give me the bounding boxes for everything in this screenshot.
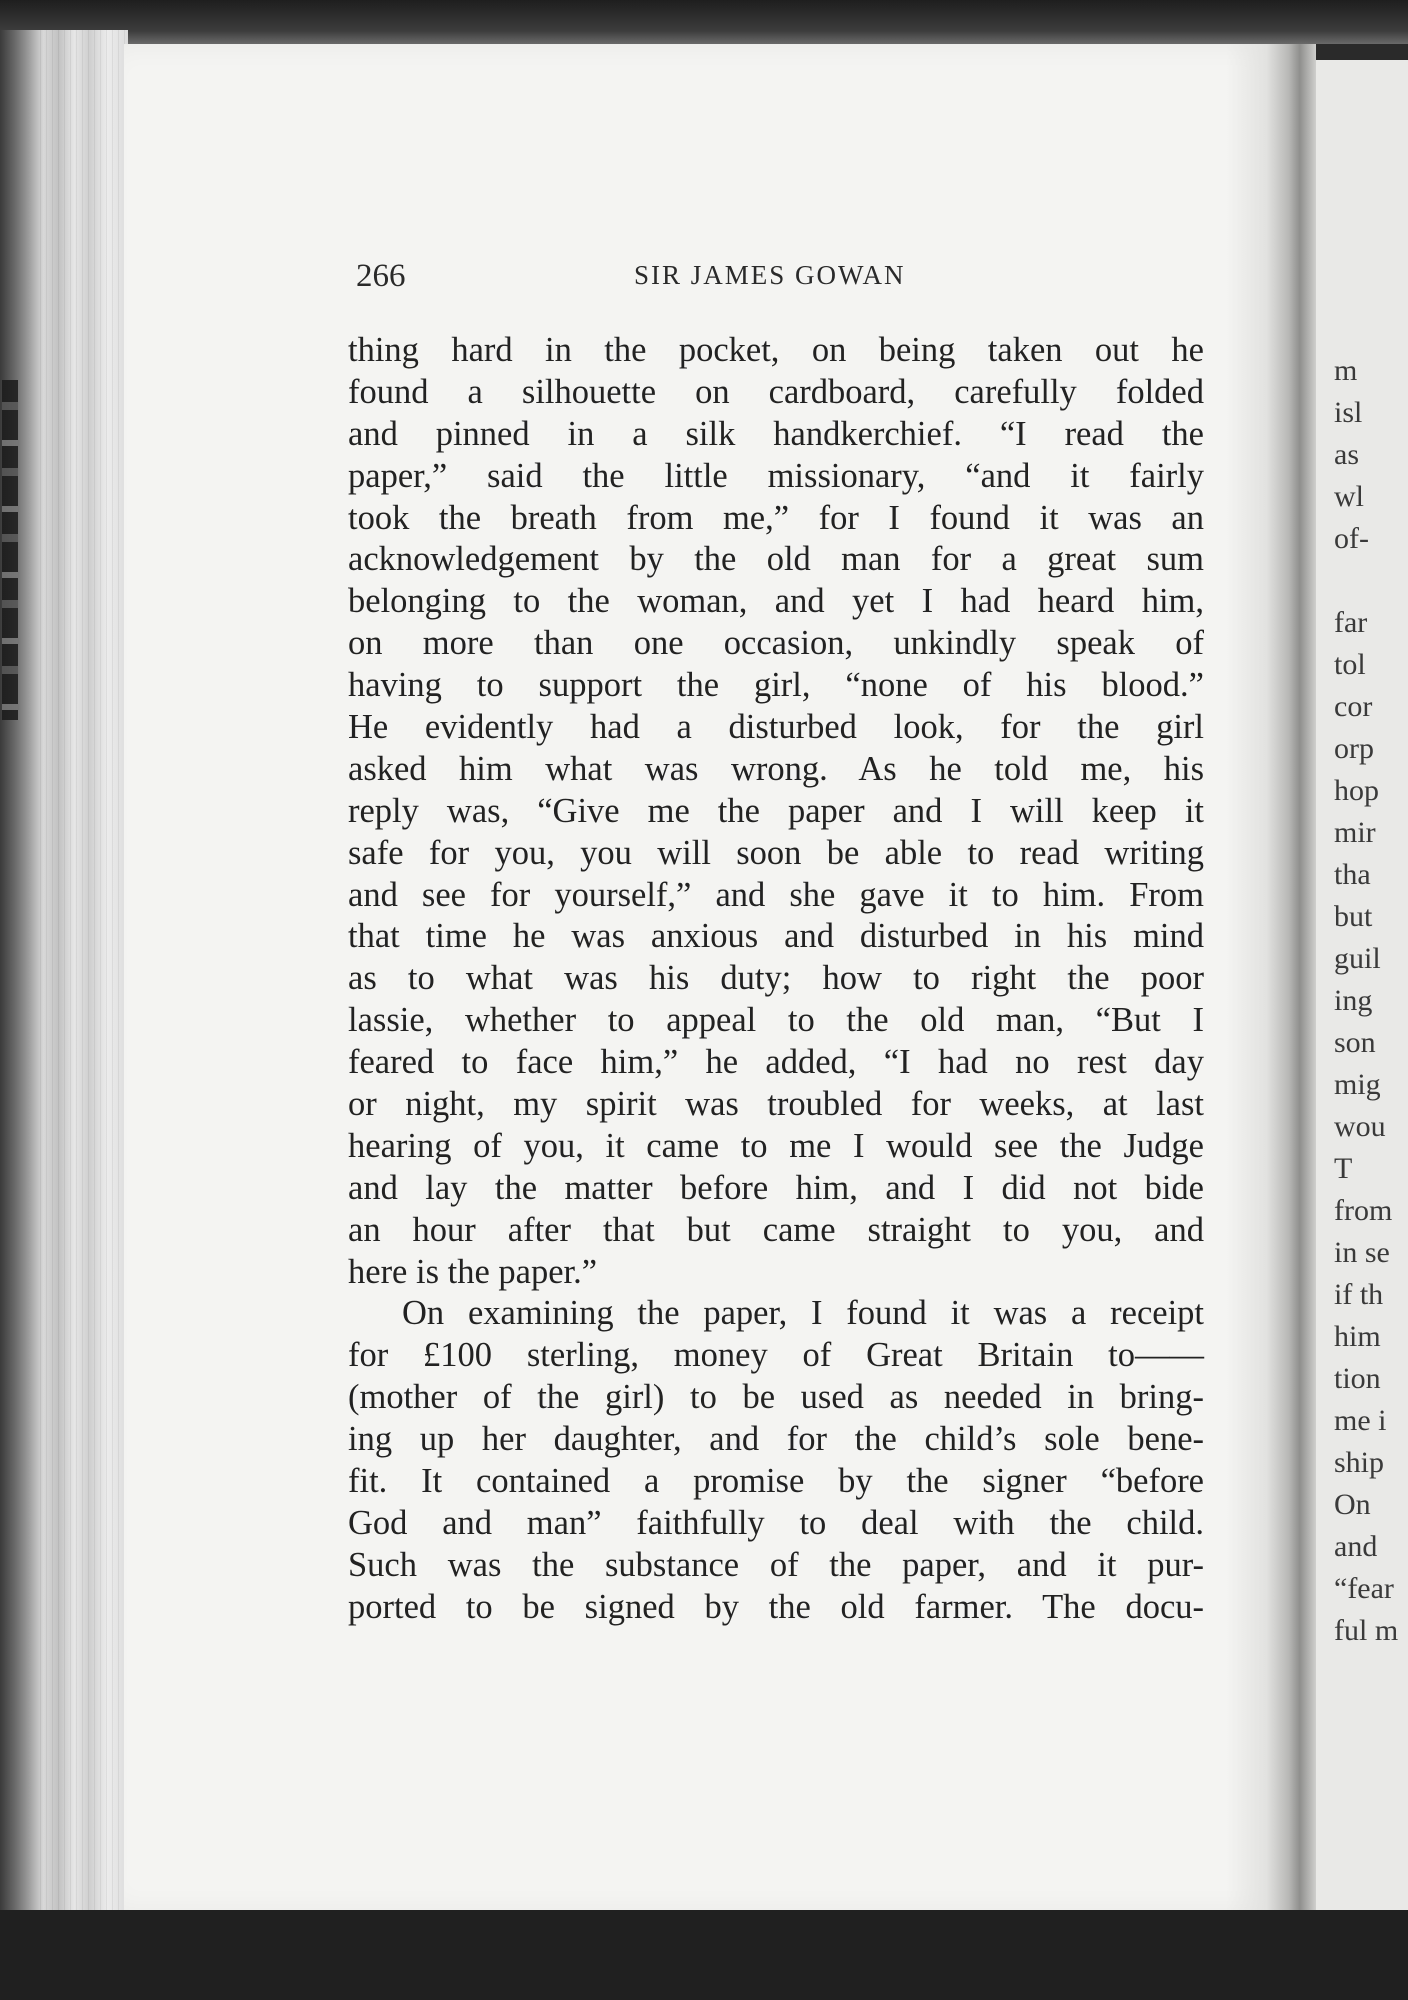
facing-line-fragment: but [1334, 900, 1373, 933]
facing-line-fragment: as [1334, 438, 1359, 471]
facing-line-fragment: in se [1334, 1236, 1390, 1269]
facing-line-fragment: “fear [1334, 1572, 1394, 1605]
text-line: as to what was his duty; how to right the poor [348, 959, 1204, 998]
text-line: found a silhouette on cardboard, carefully folded [348, 372, 1204, 411]
facing-line-fragment: and [1334, 1530, 1378, 1563]
text-line: hearing of you, it came to me I would see the Judge [348, 1126, 1204, 1165]
text-line: On examining the paper, I found it was a receipt [402, 1294, 1204, 1333]
facing-line-fragment [1334, 560, 1408, 602]
text-line: thing hard in the pocket, on being taken out he [348, 331, 1204, 369]
text-line: that time he was anxious and disturbed in his mind [348, 917, 1204, 956]
scan-top-background [0, 0, 1408, 44]
facing-line-fragment: son [1334, 1026, 1376, 1059]
text-line: reply was, “Give me the paper and I will keep it [348, 791, 1204, 830]
text-line: belonging to the woman, and yet I had heard him, [348, 582, 1204, 621]
facing-line-fragment: wl [1334, 480, 1364, 513]
text-line: God and man” faithfully to deal with the child. [348, 1503, 1204, 1542]
facing-line-fragment: if th [1334, 1278, 1384, 1311]
facing-line-fragment: ing [1334, 984, 1373, 1017]
text-line: took the breath from me,” for I found it was an [348, 498, 1204, 537]
facing-line-fragment: tion [1334, 1362, 1381, 1395]
facing-line-fragment: guil [1334, 942, 1381, 975]
facing-line-fragment: him [1334, 1320, 1381, 1353]
facing-line-fragment: from [1334, 1194, 1393, 1227]
text-line: fit. It contained a promise by the signer “before [348, 1462, 1204, 1501]
page-header [356, 258, 1196, 298]
running-head: SIR JAMES GOWAN [634, 260, 906, 290]
text-line: feared to face him,” he added, “I had no rest day [348, 1043, 1204, 1082]
spine-lettering-mark [2, 380, 18, 720]
facing-line-fragment: tol [1334, 648, 1366, 681]
text-line: lassie, whether to appeal to the old man, “But I [348, 1001, 1204, 1040]
facing-line-fragment: wou [1334, 1110, 1386, 1143]
text-line: or night, my spirit was troubled for weeks, at last [348, 1085, 1204, 1124]
facing-page-text [1334, 350, 1408, 1652]
facing-line-fragment: of- [1334, 522, 1369, 555]
text-line: acknowledgement by the old man for a great sum [348, 540, 1204, 579]
text-line: ing up her daughter, and for the child’s sole bene- [348, 1420, 1204, 1459]
facing-line-fragment: On [1334, 1488, 1371, 1521]
facing-line-fragment: tha [1334, 858, 1371, 891]
facing-line-fragment: ship [1334, 1446, 1385, 1479]
text-line: He evidently had a disturbed look, for the girl [348, 708, 1204, 747]
text-line: paper,” said the little missionary, “and it fairly [348, 456, 1204, 495]
text-line: on more than one occasion, unkindly speak of [348, 624, 1204, 663]
text-line: and pinned in a silk handkerchief. “I read the [348, 414, 1204, 453]
text-line: ported to be signed by the old farmer. The docu- [348, 1587, 1204, 1626]
scan-bottom-background [0, 1910, 1408, 2000]
text-line: having to support the girl, “none of his blood.” [348, 666, 1204, 705]
facing-line-fragment: T [1334, 1152, 1353, 1185]
facing-line-fragment: me i [1334, 1404, 1387, 1437]
facing-line-fragment: isl [1334, 396, 1363, 429]
facing-line-fragment: mig [1334, 1068, 1381, 1101]
body-text [348, 330, 1204, 1629]
text-line: asked him what was wrong. As he told me, his [348, 749, 1204, 788]
text-line: Such was the substance of the paper, and it pur- [348, 1545, 1204, 1584]
text-line: an hour after that but came straight to you, and [348, 1210, 1204, 1249]
page-number: 266 [356, 258, 406, 294]
text-line: and see for yourself,” and she gave it to him. From [348, 875, 1204, 914]
text-line: safe for you, you will soon be able to read writing [348, 833, 1204, 872]
text-line: here is the paper.” [348, 1252, 598, 1291]
facing-line-fragment: hop [1334, 774, 1379, 807]
facing-line-fragment: m [1334, 354, 1358, 387]
text-line: and lay the matter before him, and I did not bide [348, 1168, 1204, 1207]
text-line: (mother of the girl) to be used as needed in bring- [348, 1378, 1204, 1417]
page-edge-lines [40, 30, 128, 1910]
facing-line-fragment: far [1334, 606, 1368, 639]
facing-line-fragment: cor [1334, 690, 1373, 723]
facing-line-fragment: orp [1334, 732, 1374, 765]
facing-line-fragment: ful m [1334, 1614, 1399, 1647]
facing-line-fragment: mir [1334, 816, 1376, 849]
page-gutter-shadow [1226, 44, 1316, 1912]
text-line: for £100 sterling, money of Great Britain to—— [348, 1336, 1204, 1375]
